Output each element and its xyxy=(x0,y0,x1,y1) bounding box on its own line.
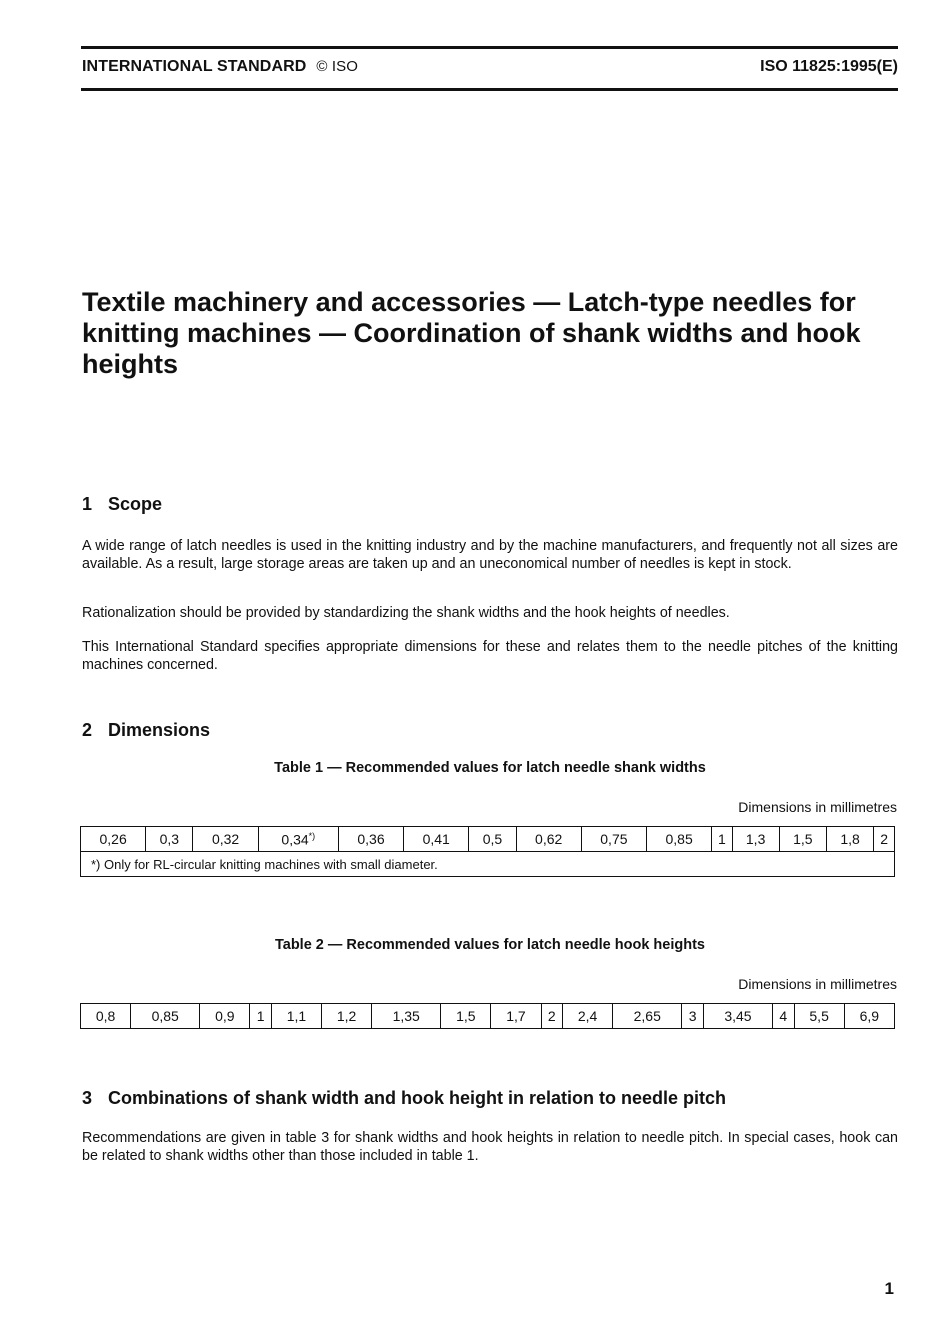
table-2-caption: Table 2 — Recommended values for latch needle hook heights xyxy=(274,937,705,953)
table-2-cell: 3 xyxy=(682,1004,704,1029)
header-document-number: ISO 11825:1995(E) xyxy=(760,58,898,75)
page-number: 1 xyxy=(884,1279,894,1298)
table-2-dimensions-note: Dimensions in millimetres xyxy=(738,976,897,992)
table-2-cell: 2,4 xyxy=(563,1004,613,1029)
combinations-paragraph: Recommendations are given in table 3 for shank widths and hook heights in relation to needle pitch. In special cases, hook can be related to shank widths other than those included in table 1. xyxy=(82,1130,898,1164)
table-1-cell: 0,5 xyxy=(469,827,516,852)
table-2-cell: 1 xyxy=(250,1004,272,1029)
section-1-heading xyxy=(82,494,162,515)
table-1-footnote-row xyxy=(81,852,895,877)
scope-paragraph-3: This International Standard specifies appropriate dimensions for these and relates them to the needle pitches of the knitting machines concerned. xyxy=(82,639,898,673)
table-2-cell: 0,8 xyxy=(81,1004,131,1029)
header-standard-label xyxy=(82,58,358,76)
table-1-cell: 0,32 xyxy=(193,827,258,852)
table-2-cell: 1,1 xyxy=(271,1004,321,1029)
document-title: Textile machinery and accessories — Latch-type needles for knitting machines — Coordination of shank widths and hook heights xyxy=(82,287,861,379)
section-2-title: Dimensions xyxy=(108,720,211,740)
section-2-number: 2 xyxy=(82,720,93,740)
section-3-number: 3 xyxy=(82,1088,93,1108)
table-1-cell: 0,36 xyxy=(338,827,403,852)
table-2-cell: 3,45 xyxy=(703,1004,772,1029)
section-3-heading xyxy=(82,1088,726,1109)
table-1-cell: 0,85 xyxy=(647,827,712,852)
table-1-cell: 1,3 xyxy=(732,827,779,852)
table-1-cell-value: 0,34 xyxy=(281,831,309,848)
table-1-cell: 0,3 xyxy=(146,827,193,852)
table-2-cell: 6,9 xyxy=(844,1004,894,1029)
table-1-cell: 0,41 xyxy=(404,827,469,852)
table-1-cell: 1 xyxy=(712,827,732,852)
table-1-cell: 1,8 xyxy=(826,827,873,852)
table-2-cell: 2,65 xyxy=(613,1004,682,1029)
table-2-cell: 0,85 xyxy=(131,1004,200,1029)
table-2-cell: 1,5 xyxy=(441,1004,491,1029)
table-2-cell: 0,9 xyxy=(200,1004,250,1029)
table-1-values-row xyxy=(81,827,895,852)
scope-paragraph-1: A wide range of latch needles is used in the knitting industry and by the machine manufacturers, and frequently not all sizes are available. As a result, large storage areas are taken up and an uneconomical number of needles is kept in stock. xyxy=(82,538,898,572)
table-1-caption: Table 1 — Recommended values for latch needle shank widths xyxy=(274,760,706,776)
table-1-cell: 1,5 xyxy=(779,827,826,852)
table-2-cell: 4 xyxy=(773,1004,795,1029)
table-1-shank-widths xyxy=(80,826,895,877)
table-1-footnote: *) Only for RL-circular knitting machines with small diameter. xyxy=(81,852,895,877)
header-copyright: © ISO xyxy=(316,58,358,75)
table-1-cell: 0,26 xyxy=(81,827,146,852)
header-rule-bottom xyxy=(81,88,898,91)
table-1-dimensions-note: Dimensions in millimetres xyxy=(738,799,897,815)
table-2-cell: 1,2 xyxy=(322,1004,372,1029)
table-2-cell: 1,7 xyxy=(491,1004,541,1029)
table-2-cell: 1,35 xyxy=(372,1004,441,1029)
table-1-cell: 0,75 xyxy=(581,827,646,852)
table-2-cell: 2 xyxy=(541,1004,563,1029)
scope-paragraph-2: Rationalization should be provided by standardizing the shank widths and the hook heights of needles. xyxy=(82,605,730,621)
header-standard-text: INTERNATIONAL STANDARD xyxy=(82,58,307,75)
table-2-values-row xyxy=(81,1004,895,1029)
section-1-number: 1 xyxy=(82,494,93,514)
footnote-marker: *) xyxy=(308,830,316,841)
table-2-cell: 5,5 xyxy=(794,1004,844,1029)
table-1-cell: 0,62 xyxy=(516,827,581,852)
table-2-hook-heights xyxy=(80,1003,895,1029)
table-1-cell: 2 xyxy=(874,827,895,852)
section-3-title: Combinations of shank width and hook height in relation to needle pitch xyxy=(108,1088,727,1108)
table-1-cell-footnoted xyxy=(258,827,338,852)
header-rule-top xyxy=(81,46,898,49)
section-2-heading xyxy=(82,720,210,741)
section-1-title: Scope xyxy=(108,494,163,514)
